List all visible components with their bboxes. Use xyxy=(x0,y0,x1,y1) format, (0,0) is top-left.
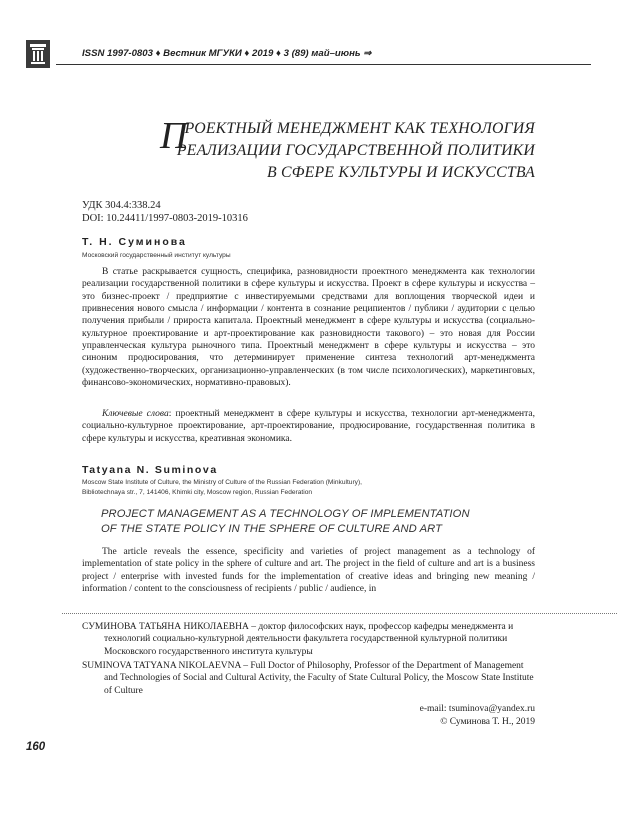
keywords-label: Ключевые слова xyxy=(102,409,169,419)
abstract-en: The article reveals the essence, specificity and varieties of project management as a technology of implementation of state policy in the sphere of culture and art. The project in the field of culture and art is a business project / enterprise with invested funds for the implementation of creative ideas and bringing new meaning / information / content to the consciousness of recipients / public / audience, in xyxy=(82,547,535,595)
author-name-ru: Т. Н. Суминова xyxy=(82,236,187,248)
keywords-text: : проектный менеджмент в сфере культуры и искусства, технологии арт-менеджмента, социально-культурное проектирование, арт-проектирование, продюсирование, государственная политика в сфере культуры и искусства, креативная экономика. xyxy=(82,409,535,444)
page-number: 160 xyxy=(26,741,46,753)
author-affiliation-ru: Московский государственный институт культуры xyxy=(82,252,231,259)
keywords-ru xyxy=(82,408,535,445)
udk-code: УДК 304.4:338.24 xyxy=(82,200,161,211)
journal-column-logo-icon xyxy=(26,40,50,68)
author-email: e-mail: tsuminova@yandex.ru xyxy=(419,704,535,714)
title-drop-cap: П xyxy=(160,115,188,157)
author-bio-ru: СУМИНОВА ТАТЬЯНА НИКОЛАЕВНА – доктор философских наук, профессор кафедры менеджмента и технологий социально-культурной деятельности факультета государственной культурной политики Московского государственного института культуры xyxy=(82,622,514,657)
article-title-ru xyxy=(177,118,535,184)
article-meta xyxy=(82,199,248,225)
title-ru-line-2: РЕАЛИЗАЦИИ ГОСУДАРСТВЕННОЙ ПОЛИТИКИ xyxy=(176,142,535,159)
title-en-line-1: PROJECT MANAGEMENT AS A TECHNOLOGY OF IMPLEMENTATION xyxy=(101,508,470,520)
running-header xyxy=(26,40,591,70)
title-ru-line-1: РОЕКТНЫЙ МЕНЕДЖМЕНТ КАК ТЕХНОЛОГИЯ xyxy=(184,120,535,137)
copyright: © Суминова Т. Н., 2019 xyxy=(440,716,535,727)
affiliation-en-line-1: Moscow State Institute of Culture, the Ministry of Culture of the Russian Federation (Minkultury), xyxy=(82,479,362,486)
author-name-en: Tatyana N. Suminova xyxy=(82,464,218,476)
abstract-ru xyxy=(82,266,535,389)
footnote-separator xyxy=(62,613,617,614)
affiliation-en-line-2: Bibliotechnaya str., 7, 141406, Khimki city, Moscow region, Russian Federation xyxy=(82,489,313,496)
title-ru-line-3: В СФЕРЕ КУЛЬТУРЫ И ИСКУССТВА xyxy=(267,164,535,181)
doi: DOI: 10.24411/1997-0803-2019-10316 xyxy=(82,213,248,224)
author-bio-en: SUMINOVA TATYANA NIKOLAEVNA – Full Doctor of Philosophy, Professor of the Department of Management and Technologies of Social and Cultural Activity, the Faculty of State Cultural Policy, the Moscow State Institute of Culture xyxy=(82,661,534,696)
author-contact xyxy=(420,703,535,728)
header-rule xyxy=(56,64,591,65)
author-affiliation-en xyxy=(82,478,362,498)
title-en-line-2: OF THE STATE POLICY IN THE SPHERE OF CULTURE AND ART xyxy=(101,523,443,535)
article-title-en xyxy=(101,507,470,537)
journal-header-text: ISSN 1997-0803 ♦ Вестник МГУКИ ♦ 2019 ♦ 3 (89) май–июнь ⇒ xyxy=(82,48,372,59)
abstract-ru-text: В статье раскрывается сущность, специфика, разновидности проектного менеджмента как технологии реализации государственной политики в сфере культуры и искусства. Проект в сфере культуры и искусства – это бизнес-проект / предприятие с инвестируемыми средствами для воплощения творческой идеи и привнесения нового смысла / информации / контента в сознание реципиентов / публики / аудитории с целью получения прибыли / прироста капитала. Проектный менеджмент в сфере культуры и искусства (социально-культурное проектирование и арт-проектирование как разновидности такового) – это новая для России управленческая культура рыночного типа. Проектный менеджмент в сфере культуры и искусства – это синоним продюсирования, что детерминирует применение синтеза технологий арт-менеджмента (художественно-творческих, организационно-управленческих (в том числе психологических), маркетинговых, финансово-экономических, нормативно-правовых). xyxy=(82,267,535,389)
